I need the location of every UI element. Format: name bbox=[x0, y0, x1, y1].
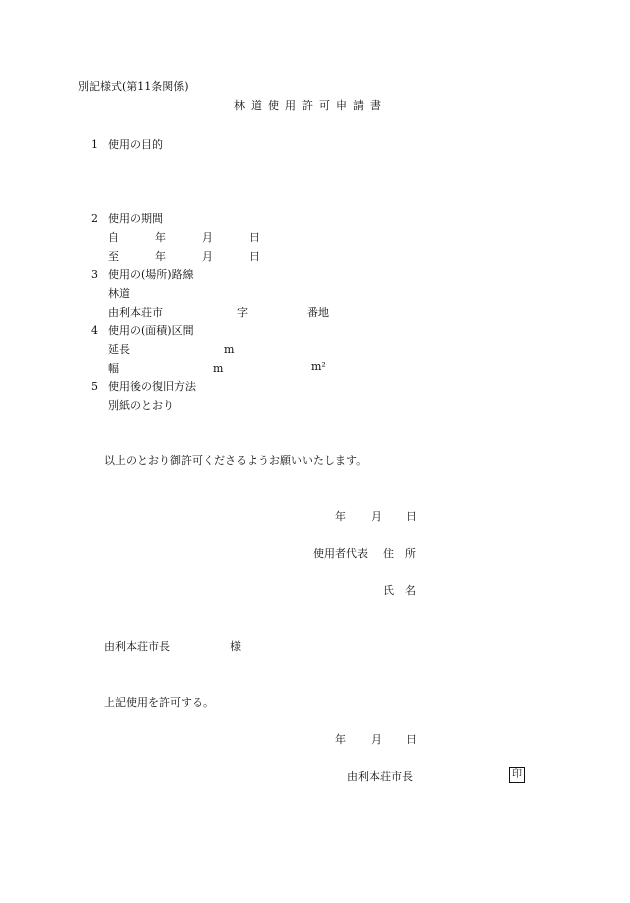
applicant-representative-label: 使用者代表 bbox=[313, 547, 368, 560]
item5-number: 5 bbox=[91, 380, 98, 393]
period-from-year: 年 bbox=[155, 231, 166, 244]
applicant-name-label: 氏 名 bbox=[383, 584, 416, 597]
period-from-month: 月 bbox=[202, 231, 213, 244]
city-label: 由利本荘市 bbox=[108, 306, 163, 319]
item1-number: 1 bbox=[91, 138, 98, 151]
item4-number: 4 bbox=[91, 324, 98, 337]
period-to-day: 日 bbox=[249, 250, 260, 263]
period-to-label: 至 bbox=[108, 250, 119, 263]
applicant-date-month: 月 bbox=[371, 510, 382, 523]
item4-label: 使用の(面積)区間 bbox=[108, 324, 194, 337]
width-label: 幅 bbox=[108, 362, 119, 375]
addressee-name: 由利本荘市長 bbox=[104, 640, 170, 653]
item5-value: 別紙のとおり bbox=[108, 399, 174, 412]
item3-number: 3 bbox=[91, 268, 98, 281]
width-unit: m bbox=[213, 362, 224, 375]
applicant-date-day: 日 bbox=[406, 510, 417, 523]
period-from-label: 自 bbox=[108, 231, 119, 244]
item5-label: 使用後の復旧方法 bbox=[108, 380, 196, 393]
item2-label: 使用の期間 bbox=[108, 212, 163, 225]
item2-number: 2 bbox=[91, 212, 98, 225]
area-unit: m² bbox=[311, 360, 326, 373]
length-unit: m bbox=[224, 343, 235, 356]
permission-text: 上記使用を許可する。 bbox=[104, 696, 214, 709]
applicant-address-label: 住 所 bbox=[383, 547, 416, 560]
period-from-day: 日 bbox=[249, 231, 260, 244]
item3-label: 使用の(場所)路線 bbox=[108, 268, 194, 281]
banchi-label: 番地 bbox=[307, 306, 329, 319]
issuer-name: 由利本荘市長 bbox=[347, 770, 413, 783]
applicant-date-year: 年 bbox=[335, 510, 346, 523]
document-title: 林道使用許可申請書 bbox=[234, 99, 387, 112]
road-label: 林道 bbox=[108, 287, 130, 300]
length-label: 延長 bbox=[108, 343, 130, 356]
seal-stamp: 印 bbox=[509, 767, 525, 783]
period-to-year: 年 bbox=[155, 250, 166, 263]
request-text: 以上のとおり御許可くださるようお願いいたします。 bbox=[104, 454, 368, 467]
form-label: 別記様式(第11条関係) bbox=[78, 80, 189, 93]
aza-label: 字 bbox=[237, 306, 248, 319]
item1-label: 使用の目的 bbox=[108, 138, 163, 151]
permit-date-year: 年 bbox=[335, 733, 346, 746]
period-to-month: 月 bbox=[202, 250, 213, 263]
permit-date-day: 日 bbox=[406, 733, 417, 746]
permit-date-month: 月 bbox=[371, 733, 382, 746]
addressee-honorific: 様 bbox=[230, 640, 241, 653]
